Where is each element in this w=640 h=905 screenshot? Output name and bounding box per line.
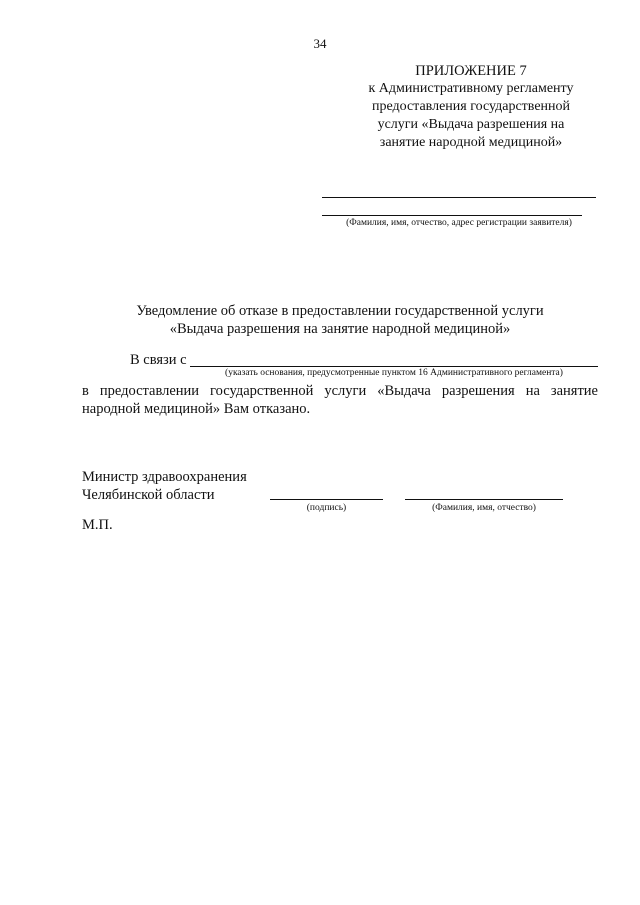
page-number: 34 <box>313 36 327 51</box>
body-line-2: народной медициной» Вам отказано. <box>82 401 311 417</box>
body-line-1: в предоставлении государственной услуги «Выдача разрешения на занятие <box>82 383 598 399</box>
signatory-position <box>82 468 247 504</box>
reason-prefix: В связи с <box>130 352 187 368</box>
heading-line-1: Уведомление об отказе в предоставлении государственной услуги <box>136 303 544 319</box>
name-line <box>405 499 563 500</box>
applicant-line-2 <box>322 215 582 216</box>
appendix-line: услуги «Выдача разрешения на <box>377 117 565 132</box>
appendix-header <box>340 62 602 152</box>
document-heading <box>0 302 640 338</box>
appendix-title: ПРИЛОЖЕНИЕ 7 <box>415 63 527 79</box>
applicant-line-1 <box>322 197 596 198</box>
signature-line <box>270 499 383 500</box>
name-caption: (Фамилия, имя, отчество) <box>432 503 536 513</box>
reason-line <box>190 366 598 367</box>
position-line-1: Министр здравоохранения <box>82 469 247 485</box>
stamp-place: М.П. <box>82 517 113 533</box>
signature-caption: (подпись) <box>306 503 347 513</box>
position-line-2: Челябинской области <box>82 487 215 503</box>
heading-line-2: «Выдача разрешения на занятие народной медициной» <box>169 321 511 337</box>
appendix-line: к Административному регламенту <box>368 81 574 96</box>
appendix-line: предоставления государственной <box>371 99 571 114</box>
reason-caption: (указать основания, предусмотренные пунктом 16 Административного регламента) <box>225 368 563 378</box>
appendix-line: занятие народной медициной» <box>379 135 563 150</box>
applicant-caption: (Фамилия, имя, отчество, адрес регистрации заявителя) <box>346 218 572 228</box>
